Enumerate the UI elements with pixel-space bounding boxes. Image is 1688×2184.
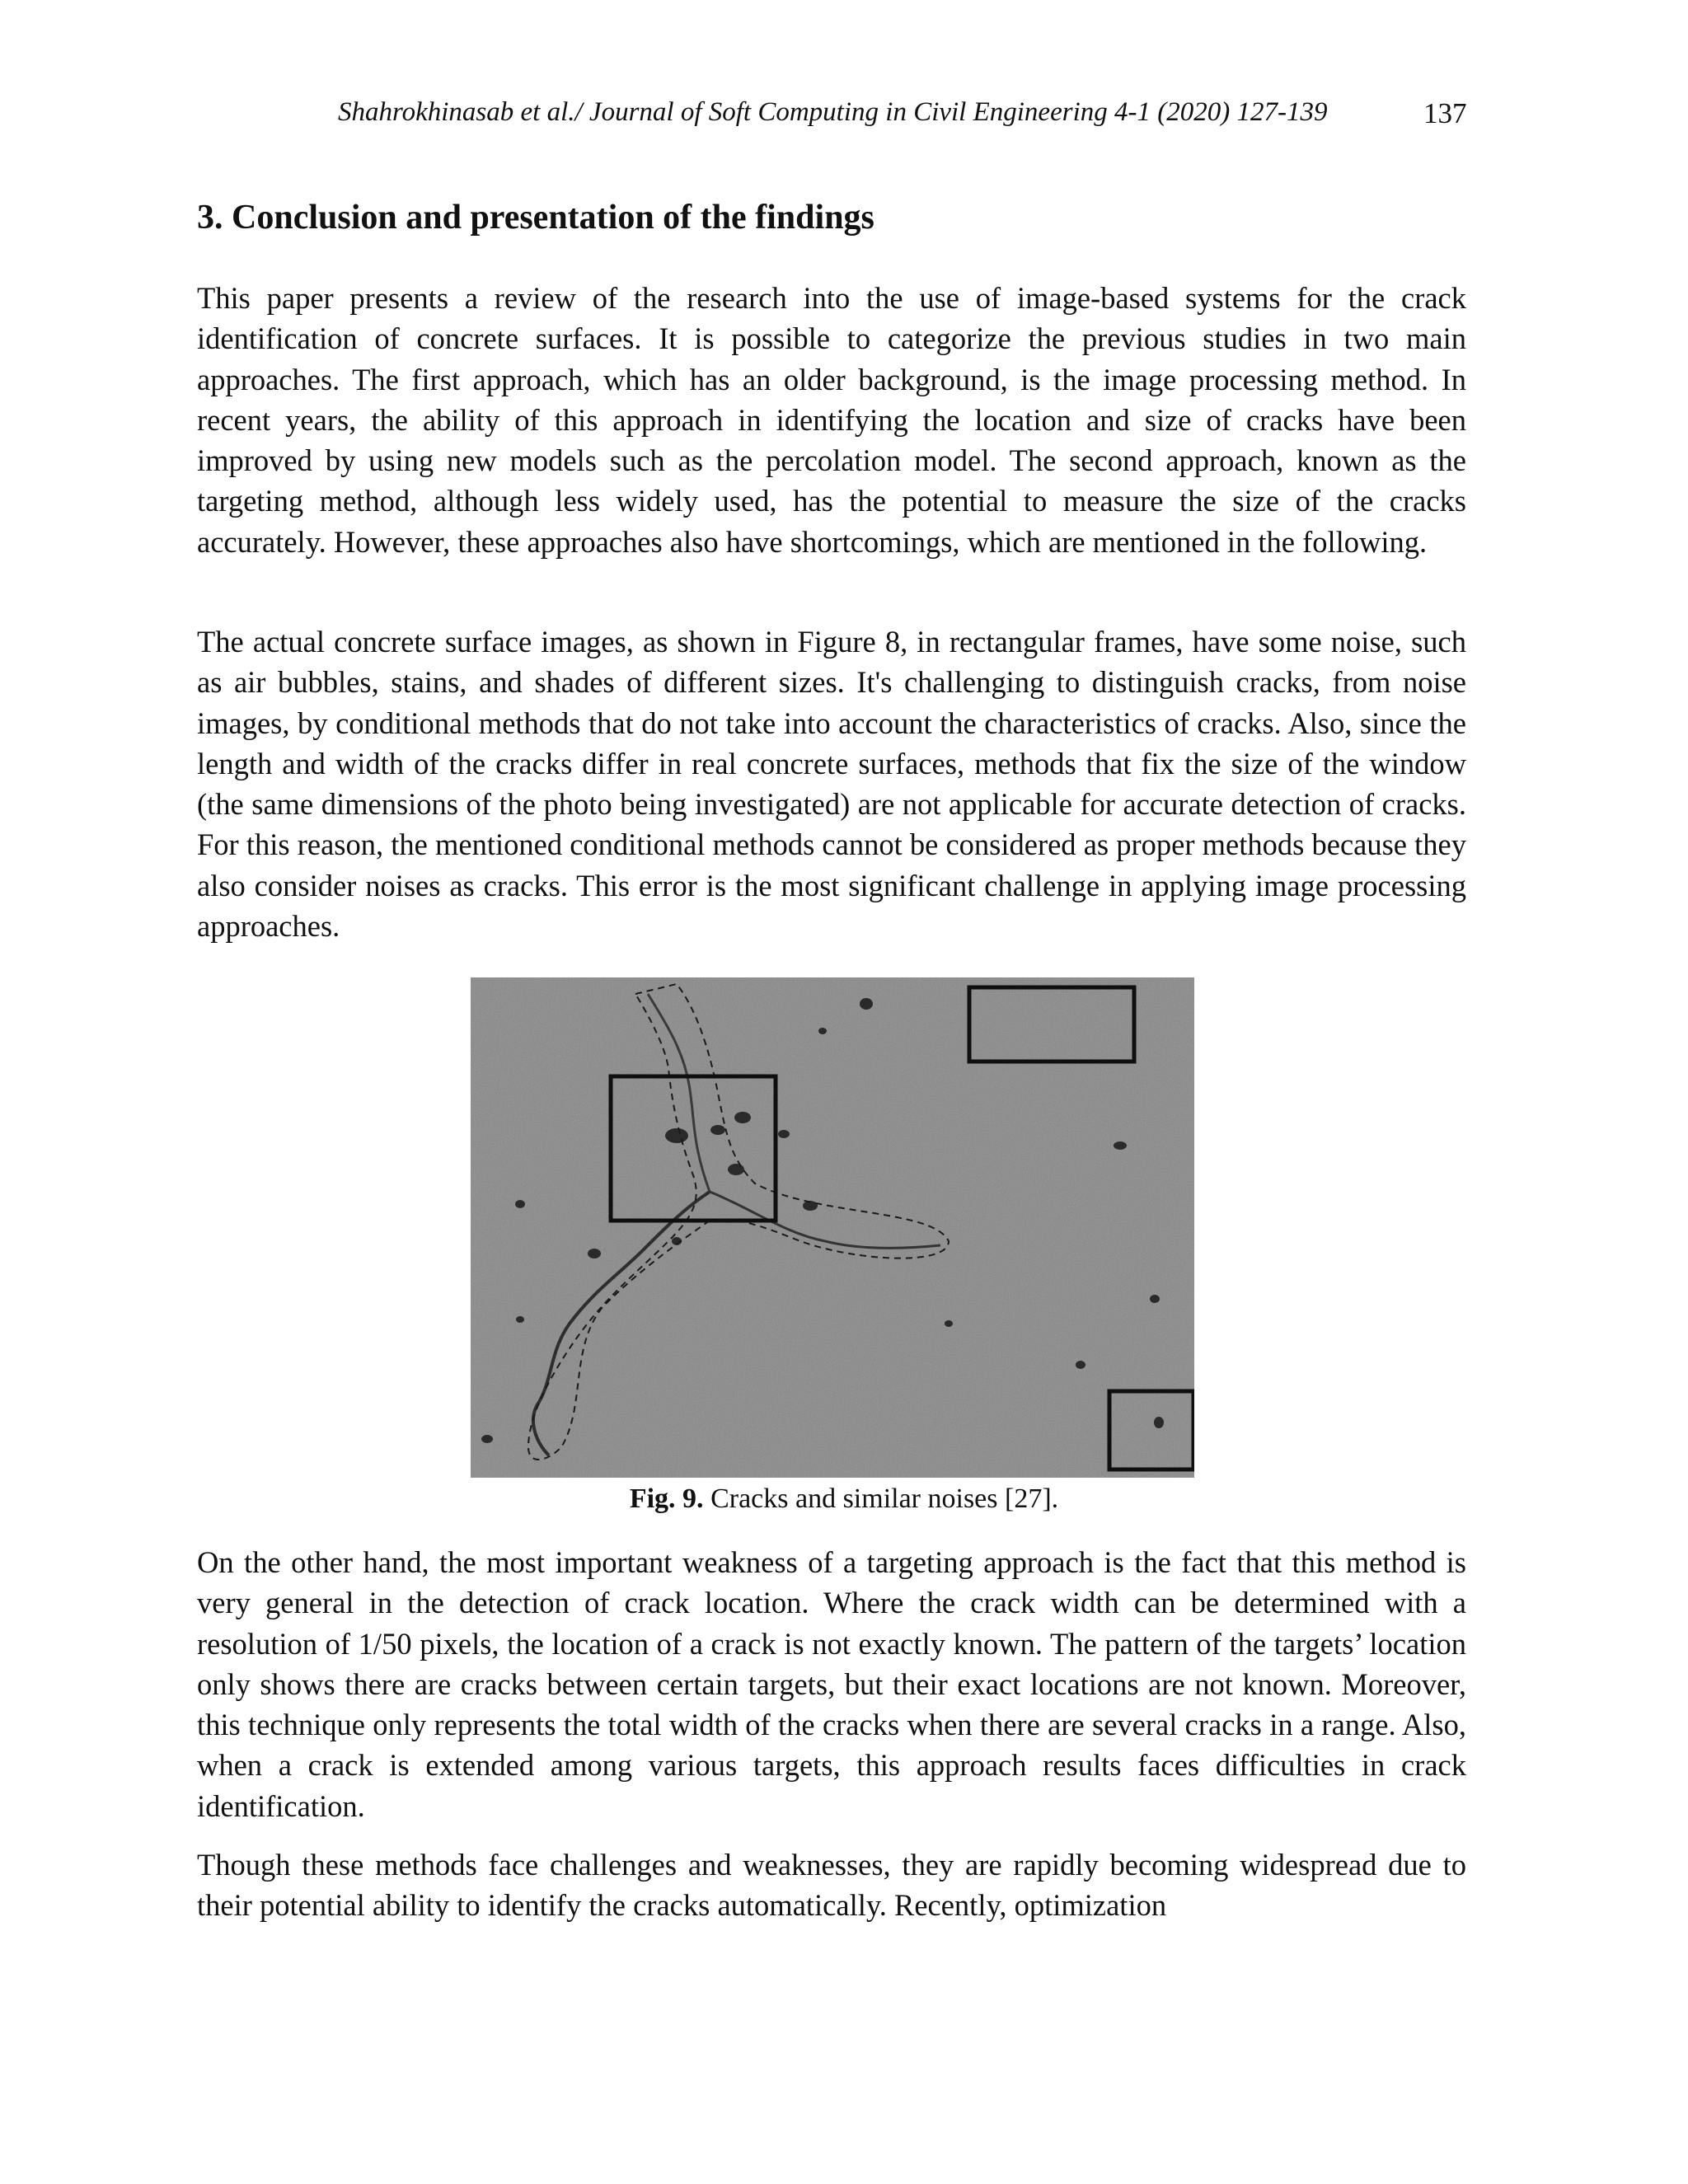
crack-figure [471, 977, 1194, 1478]
paragraph-4: Though these methods face challenges and weaknesses, they are rapidly becoming widespread due to their potential ability to identify the cracks automatically. Recently, optimization [197, 1848, 1466, 1923]
concrete-texture [471, 977, 1194, 1478]
crack-figure-graphic [471, 977, 1194, 1478]
figure-label: Fig. 9. [629, 1483, 704, 1514]
running-head: Shahrokhinasab et al./ Journal of Soft Computing in Civil Engineering 4-1 (2020) 127-139 [338, 97, 1328, 127]
page-header [0, 97, 1688, 138]
figure-caption [0, 1483, 1688, 1515]
section-title: 3. Conclusion and presentation of the findings [197, 199, 874, 237]
paragraph-2: The actual concrete surface images, as shown in Figure 8, in rectangular frames, have some noise, such as air bubbles, stains, and shades of different sizes. It's challenging to distinguish cracks, from noise images, by conditional methods that do not take into account the characteristics of cracks. Also, since the length and width of the cracks differ in real concrete surfaces, methods that fix the size of the window (the same dimensions of the photo being investigated) are not applicable for accurate detection of cracks. For this reason, the mentioned conditional methods cannot be considered as proper methods because they also consider noises as cracks. This error is the most significant challenge in applying image processing approaches. [197, 625, 1466, 944]
paragraph-1: This paper presents a review of the research into the use of image-based systems for the crack identification of concrete surfaces. It is possible to categorize the previous studies in two main approaches. The first approach, which has an older background, is the image processing method. In recent years, the ability of this approach in identifying the location and size of cracks have been improved by using new models such as the percolation model. The second approach, known as the targeting method, although less widely used, has the potential to measure the size of the cracks accurately. However, these approaches also have shortcomings, which are mentioned in the following. [197, 281, 1466, 559]
page-number: 137 [1423, 97, 1467, 129]
figure-caption-text: Cracks and similar noises [27]. [703, 1483, 1059, 1514]
paragraph-3: On the other hand, the most important weakness of a targeting approach is the fact that this method is very general in the detection of crack location. Where the crack width can be determined with a resolution of 1/50 pixels, the location of a crack is not exactly known. The pattern of the targets’ location only shows there are cracks between certain targets, but their exact locations are not known. Moreover, this technique only represents the total width of the cracks when there are several cracks in a range. Also, when a crack is extended among various targets, this approach results faces difficulties in crack identification. [197, 1545, 1466, 1823]
